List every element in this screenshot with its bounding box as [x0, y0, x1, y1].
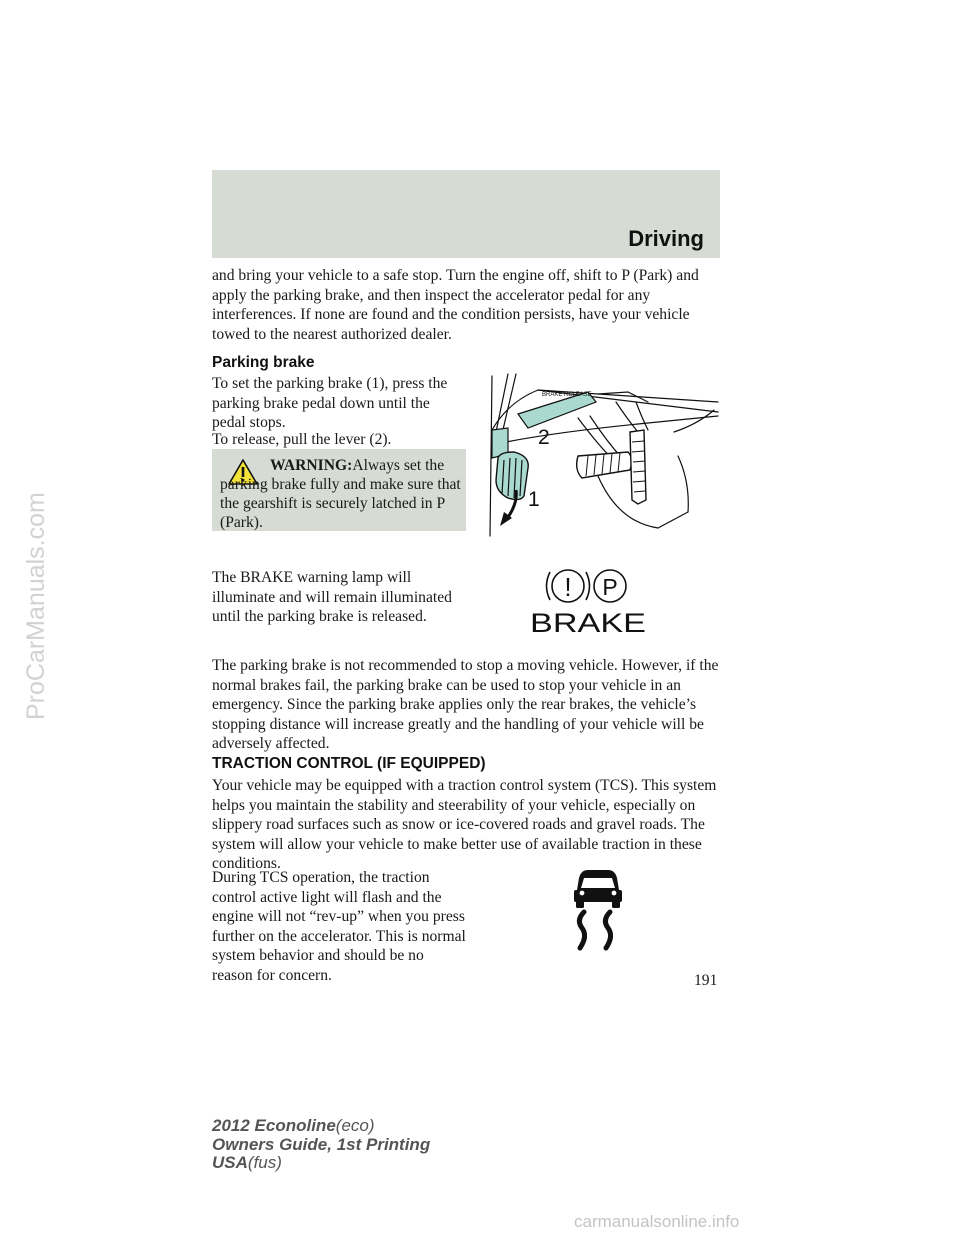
heading-parking-brake: Parking brake [212, 354, 315, 371]
footer-region-code: (fus) [247, 1153, 282, 1172]
brake-release-label: BRAKE RELEASE [542, 392, 592, 398]
brake-exclaim: ! [564, 572, 572, 602]
brake-lamp-paragraph: The BRAKE warning lamp will illuminate and will remain illuminated until the parking brake is released. [212, 569, 452, 625]
parking-brake-illustration [478, 372, 722, 540]
footer-region: USA [212, 1153, 248, 1172]
section-header [212, 170, 720, 258]
traction-control-icon [570, 862, 626, 952]
footer-guide: Owners Guide, 1st Printing [212, 1134, 431, 1154]
page-number: 191 [694, 972, 718, 989]
footer-model: 2012 Econoline [212, 1116, 336, 1135]
brake-warning-icon [528, 566, 648, 636]
warning-label: WARNING: [270, 457, 353, 474]
parking-brake-pedal [496, 452, 528, 500]
warning-text: Always set the parking brake fully and make sure that the gearshift is securely latched in P (Park). [220, 457, 461, 531]
callout-1: 1 [528, 488, 540, 511]
tcs-intro-paragraph: Your vehicle may be equipped with a traction control system (TCS). This system helps you maintain the stability and steerability of your vehicle, especially on slippery road surfaces such as snow or ice-covered roads and gravel roads. The system will allow your vehicle to make better use of available traction in these conditions. [212, 777, 717, 872]
section-title: Driving [628, 226, 704, 251]
brake-park: P [602, 574, 618, 600]
heading-traction-control: TRACTION CONTROL (IF EQUIPPED) [212, 755, 486, 772]
side-watermark-text: ProCarManuals.com [22, 492, 50, 720]
bottom-watermark: carmanualsonline.info [574, 1212, 740, 1231]
callout-2: 2 [538, 426, 550, 449]
not-recommended-paragraph: The parking brake is not recommended to stop a moving vehicle. However, if the normal brakes fail, the parking brake can be used to stop your vehicle in an emergency. Since the parking brake applies only the rear brakes, the vehicle’s stopping distance will increase greatly and the handling of your vehicle will be adversely affected. [212, 657, 719, 752]
tcs-operation-paragraph: During TCS operation, the traction control active light will flash and the engine will not “rev-up” when you press further on the accelerator. This is normal system behavior and should be no reason for concern. [212, 869, 466, 984]
release-paragraph: To release, pull the lever (2). [212, 431, 392, 448]
side-watermark [20, 492, 60, 720]
set-brake-paragraph: To set the parking brake (1), press the parking brake pedal down until the pedal stops. [212, 375, 448, 431]
brake-label: BRAKE [530, 608, 646, 636]
footer-model-code: (eco) [335, 1116, 375, 1135]
intro-paragraph: and bring your vehicle to a safe stop. Turn the engine off, shift to P (Park) and apply the parking brake, and then inspect the accelerator pedal for any interferences. If none are found and the condition persists, have your vehicle towed to the nearest authorized dealer. [212, 267, 699, 343]
warning-message [220, 456, 464, 532]
footer [212, 1117, 430, 1173]
warning-box [212, 449, 466, 531]
